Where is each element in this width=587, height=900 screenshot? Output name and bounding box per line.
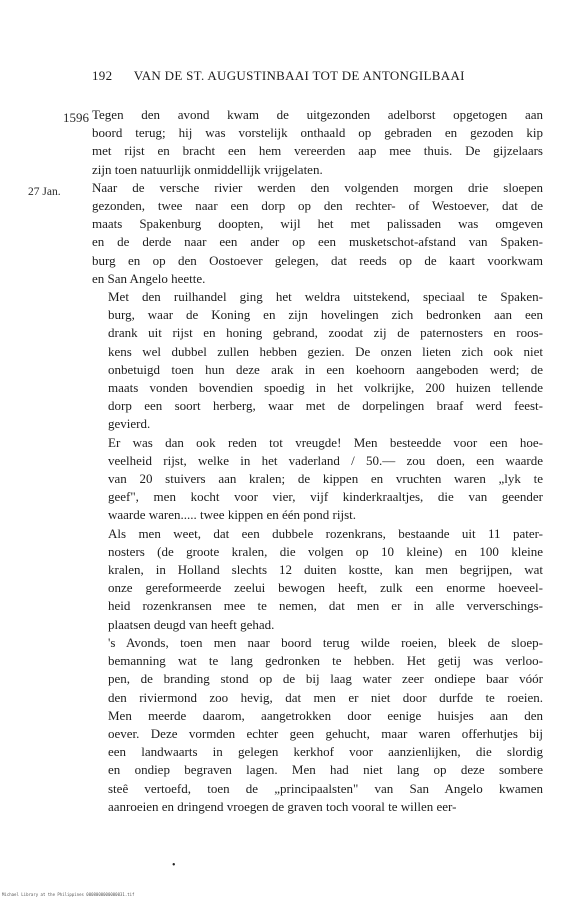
paragraph (92, 288, 543, 434)
text-line: Er was dan ook reden tot vreugde! Men besteedde voor een hoe- (108, 434, 543, 450)
text-line: van 20 stuivers aan kralen; de kippen en vruchten waren „lyk te (108, 471, 543, 487)
running-title: VAN DE ST. AUGUSTINBAAI TOT DE ANTONGILBAAI (133, 68, 465, 83)
text-line: geef", men kocht voor vier, vijf kinderkraaltjes, die van geender (108, 489, 543, 505)
text-line: pen, de branding stond op de bij laag water zeer ondiepe baar vóór (108, 671, 543, 687)
text-line: kralen, in Holland slechts 12 duiten kostte, kan men begrijpen, wat (108, 562, 543, 578)
text-line: kens wel dubbel zullen hebben gezien. De onzen lieten zich ook niet (108, 343, 543, 359)
paragraph (92, 434, 543, 525)
margin-note-year: 1596 (63, 110, 89, 125)
text-line: met rijst en bracht een hem vereerden aap mee thuis. De gijzelaars (92, 143, 543, 159)
text-line: boord terug; hij was vorstelijk onthaald op gebraden en gezoden kip (92, 125, 543, 141)
text-line: Tegen den avond kwam de uitgezonden adelborst opgetogen aan (92, 107, 543, 122)
text-line: plaatsen deugd van heeft gehad. (108, 616, 275, 632)
print-mark: • (172, 860, 176, 871)
text-line: burg, waar de Koning en zijn hovelingen zich bedronken aan een (108, 307, 543, 323)
text-line: dorp een soort herberg, waar met de dorpelingen braaf werd feest- (108, 398, 543, 414)
text-line: heid rozenkransen mee te nemen, dat men er in alle ververschings- (108, 598, 543, 614)
text-line: waarde waren..... twee kippen en één pond rijst. (108, 507, 356, 523)
text-line: Men meerde daarom, aangetrokken door eenige huisjes aan den (108, 707, 543, 723)
text-line: zijn toen natuurlijk onmiddellijk vrijgelaten. (92, 161, 323, 177)
text-line: maats vonden bovendien spoedig in het volkrijke, 200 huizen tellende (108, 380, 543, 396)
text-line: aanroeien en dringend vroegen de graven toch vooral te willen eer- (108, 798, 457, 814)
text-line: gezonden, twee naar een dorp op den rechter- of Westoever, dat de (92, 198, 543, 214)
text-line: onbetuigd toen hun deze arak in een koehoorn aangeboden werd; de (108, 361, 543, 377)
text-line: nosters (de groote kralen, die volgen op 10 kleine) en 100 kleine (108, 543, 543, 559)
text-line: en ondiep begraven lagen. Men had niet lang op deze sombere (108, 762, 543, 778)
running-header (92, 68, 542, 84)
text-line: drank uit rijst en honing gebrand, zoodat zij de paternosters en roos- (108, 325, 543, 341)
text-line: maats Spakenburg doopten, wijl het met palissaden was omgeven (92, 216, 543, 232)
text-line: steê vertoefd, toen de „principaalsten" van San Angelo kwamen (108, 780, 543, 796)
text-line: den riviermond zoo hevig, dat men er niet door durfde te roeien. (108, 689, 543, 705)
text-line: en San Angelo heette. (92, 270, 206, 286)
scan-footer: Michael Library at the Philippines 0008000000000031.tif (2, 892, 135, 897)
text-line: oever. Deze vormden echter geen gehucht, maar waren offerhutjes bij (108, 725, 543, 741)
text-line: bemanning wat te lang gedronken te hebben. Het getij was verloo- (108, 653, 543, 669)
paragraph (92, 179, 543, 288)
page-number: 192 (92, 68, 113, 83)
text-line: Met den ruilhandel ging het weldra uitstekend, speciaal te Spaken- (108, 289, 543, 305)
text-line: gevierd. (108, 416, 151, 432)
text-line: 's Avonds, toen men naar boord terug wilde roeien, bleek de sloep- (108, 634, 543, 650)
text-line: en de derde naar een ander op een musketschot-afstand van Spaken- (92, 234, 543, 250)
text-line: Naar de versche rivier werden den volgenden morgen drie sloepen (92, 179, 543, 195)
paragraph (92, 106, 543, 179)
text-line: Als men weet, dat een dubbele rozenkrans, bestaande uit 11 pater- (108, 525, 543, 541)
text-line: onze gereformeerde zeelui bewogen heeft, zulk een enorme hoeveel- (108, 580, 543, 596)
text-line: burg en op den Oostoever gelegen, dat reeds op de kaart voorkwam (92, 252, 543, 268)
text-line: een landwaarts in gelegen kerkhof voor aanzienlijken, die slordig (108, 744, 543, 760)
body-text (92, 106, 543, 816)
margin-note-date: 27 Jan. (28, 186, 61, 198)
paragraph (92, 525, 543, 634)
text-line: veelheid rijst, welke in het vaderland / 50.— zou doen, een waarde (108, 452, 543, 468)
paragraph (92, 634, 543, 816)
